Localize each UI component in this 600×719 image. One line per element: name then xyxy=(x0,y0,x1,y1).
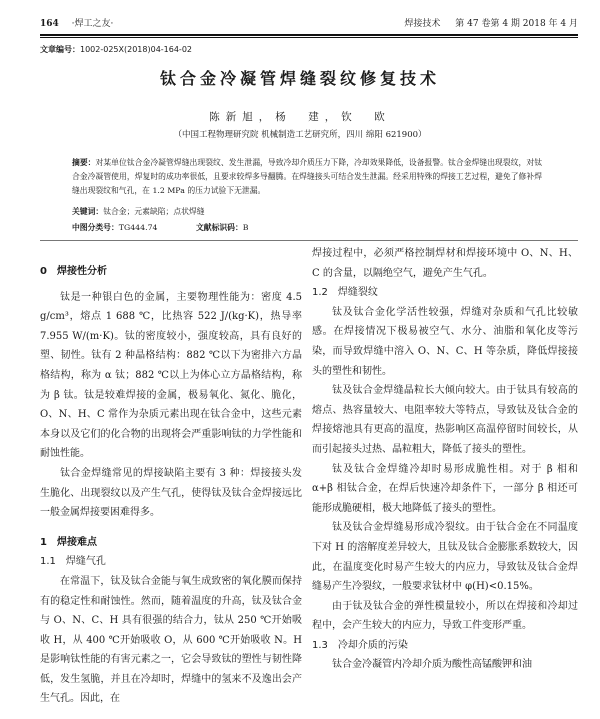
header-rule-thin xyxy=(40,37,578,38)
section-1-2-paragraph: 钛及钛合金焊缝晶粒长大倾向较大。由于钛具有较高的熔点、热容量较大、电阻率较大等特点，导致钛及钛合金的焊接熔池具有更高的温度，热影响区高温停留时间较长，从而引起接头过热、晶粒粗大，降低了接头的塑性。 xyxy=(312,385,578,455)
keywords xyxy=(72,206,205,217)
running-header xyxy=(40,14,578,34)
paper-title: 钛合金冷凝管焊缝裂纹修复技术 xyxy=(159,69,440,88)
header-right xyxy=(392,14,578,34)
article-number-label: 文章编号： xyxy=(40,45,80,54)
section-1-1-heading: 1.1 焊缝气孔 xyxy=(40,556,106,568)
front-matter-separator xyxy=(40,240,578,241)
doc-value: B xyxy=(242,223,249,232)
doc-label: 文献标识码： xyxy=(195,223,243,232)
section-1-2-paragraph: 钛及钛合金化学活性较强，焊缝对杂质和气孔比较敏感。在焊接情况下极易被空气、水分、油脂和氧化皮等污染，而导致焊缝中溶入 O、N、C、H 等杂质，降低焊接接头的塑性和韧性。 xyxy=(312,306,578,377)
page-number: 164 xyxy=(40,19,59,29)
section-1-2-paragraph: 由于钛及钛合金的弹性模量较小，所以在焊接和冷却过程中，会产生较大的内应力，导致工件变形严重。 xyxy=(312,600,578,632)
section-1-3-paragraph: 钛合金冷凝管内冷却介质为酸性高锰酸钾和油 xyxy=(332,659,532,671)
clc-code xyxy=(72,222,158,233)
section-1-1-paragraph: 在常温下，钛及钛合金能与氧生成致密的氧化膜而保持有的稳定性和耐蚀性。然而，随着温度的升高，钛及钛合金与 O、N、C、H 具有很强的结合力，钛从 250 ℃开始吸收 H，从 400 ℃开始吸收 O，从 600 ℃开始吸收 N。H 是影响钛性能的有害元素之一，它会导致钛的塑性与韧性降低，发生氢脆，并且在冷却时，焊缝中的氢来不及逸出会产生气孔。因此，在 xyxy=(40,575,302,705)
section-1-2-paragraph: 钛及钛合金焊缝冷却时易形成脆性相。对于 β 相和 α+β 相钛合金，在焊后快速冷却条件下，一部分 β 相还可能形成脆硬相，极大地降低了接头的塑性。 xyxy=(312,463,578,514)
header-left xyxy=(40,14,113,34)
section-1-2-heading: 1.2 焊缝裂纹 xyxy=(312,287,378,299)
header-rule-thick xyxy=(40,34,578,36)
left-column xyxy=(40,252,302,709)
clc-label: 中图分类号： xyxy=(72,223,119,232)
clc-value: TG444.74 xyxy=(118,223,158,232)
right-column xyxy=(312,244,578,675)
article-number xyxy=(40,44,192,55)
abstract-label: 摘要： xyxy=(72,158,96,167)
abstract-text: 对某单位钛合金冷凝管焊缝出现裂纹、发生泄漏，导致冷却介质压力下降，冷却效果降低，设备报警。钛合金焊缝出现裂纹，对钛合金冷凝管使用，焊复时的成功率很低，且要求较焊多导翻腾。在焊缝接头可结合发生泄漏。经采用特殊的焊接工艺过程，避免了修补焊缝出现裂纹和气孔，在 1.2 MPa 的压力试验下无泄漏。 xyxy=(72,158,543,195)
journal-name: 焊接技术 xyxy=(404,19,441,29)
section-0-paragraph: 钛合金焊缝常见的焊接缺陷主要有 3 种：焊接接头发生脆化、出现裂纹以及产生气孔，使得钛及钛合金焊接远比一般金属焊接要困难得多。 xyxy=(40,467,302,519)
section-name: ·焊工之友· xyxy=(71,19,114,29)
section-0-heading: 0 焊接性分析 xyxy=(40,266,107,277)
section-1-3-heading: 1.3 冷却介质的污染 xyxy=(312,639,408,651)
section-0-paragraph: 钛是一种银白色的金属，主要物理性能为：密度 4.5 g/cm³，熔点 1 688 ℃，比热容 522 J/(kg·K)，热导率 7.955 W/(m·K)。钛的密度较小，强度较高，具有良好的塑、韧性。钛有 2 种晶格结构：882 ℃以下为密排六方晶格结构，称为 α 钛；882 ℃以上为体心立方晶格结构，称为 β 钛。钛是较难焊接的金属，极易氧化、氮化、脆化，O、N、H、C 常作为杂质元素出现在钛合金中，这些元素本身以及它们的化合物的出现将会严重影响钛的力学性能和耐蚀性能。 xyxy=(40,291,302,460)
classification-codes xyxy=(72,222,542,233)
section-1-2-paragraph: 钛及钛合金焊缝易形成冷裂纹。由于钛合金在不同温度下对 H 的溶解度差异较大，且钛及钛合金膨胀系数较大，因此，在温度变化时易产生较大的内应力，导致钛及钛合金焊缝易产生冷裂纹，一般要求钛材中 φ(H)<0.15%。 xyxy=(312,522,578,593)
section-1-heading: 1 焊接难点 xyxy=(40,536,97,548)
paper-authors: 陈新旭，杨 建，钦 欧 xyxy=(209,111,391,123)
continued-paragraph: 焊接过程中，必须严格控制焊材和焊接环境中 O、N、H、C 的含量，以隔绝空气，避免产生气孔。 xyxy=(312,248,578,279)
keywords-text: 钛合金；元素缺陷；点状焊缝 xyxy=(103,207,205,216)
abstract xyxy=(72,156,542,198)
doc-code xyxy=(196,222,249,233)
issue-info: 第 47 卷第 4 期 2018 年 4 月 xyxy=(455,19,578,29)
keywords-label: 关键词： xyxy=(72,207,104,216)
author-affiliation: （中国工程物理研究院 机械制造工艺研究所，四川 绵阳 621900） xyxy=(173,130,427,140)
article-number-value: 1002-025X(2018)04-164-02 xyxy=(80,45,192,54)
